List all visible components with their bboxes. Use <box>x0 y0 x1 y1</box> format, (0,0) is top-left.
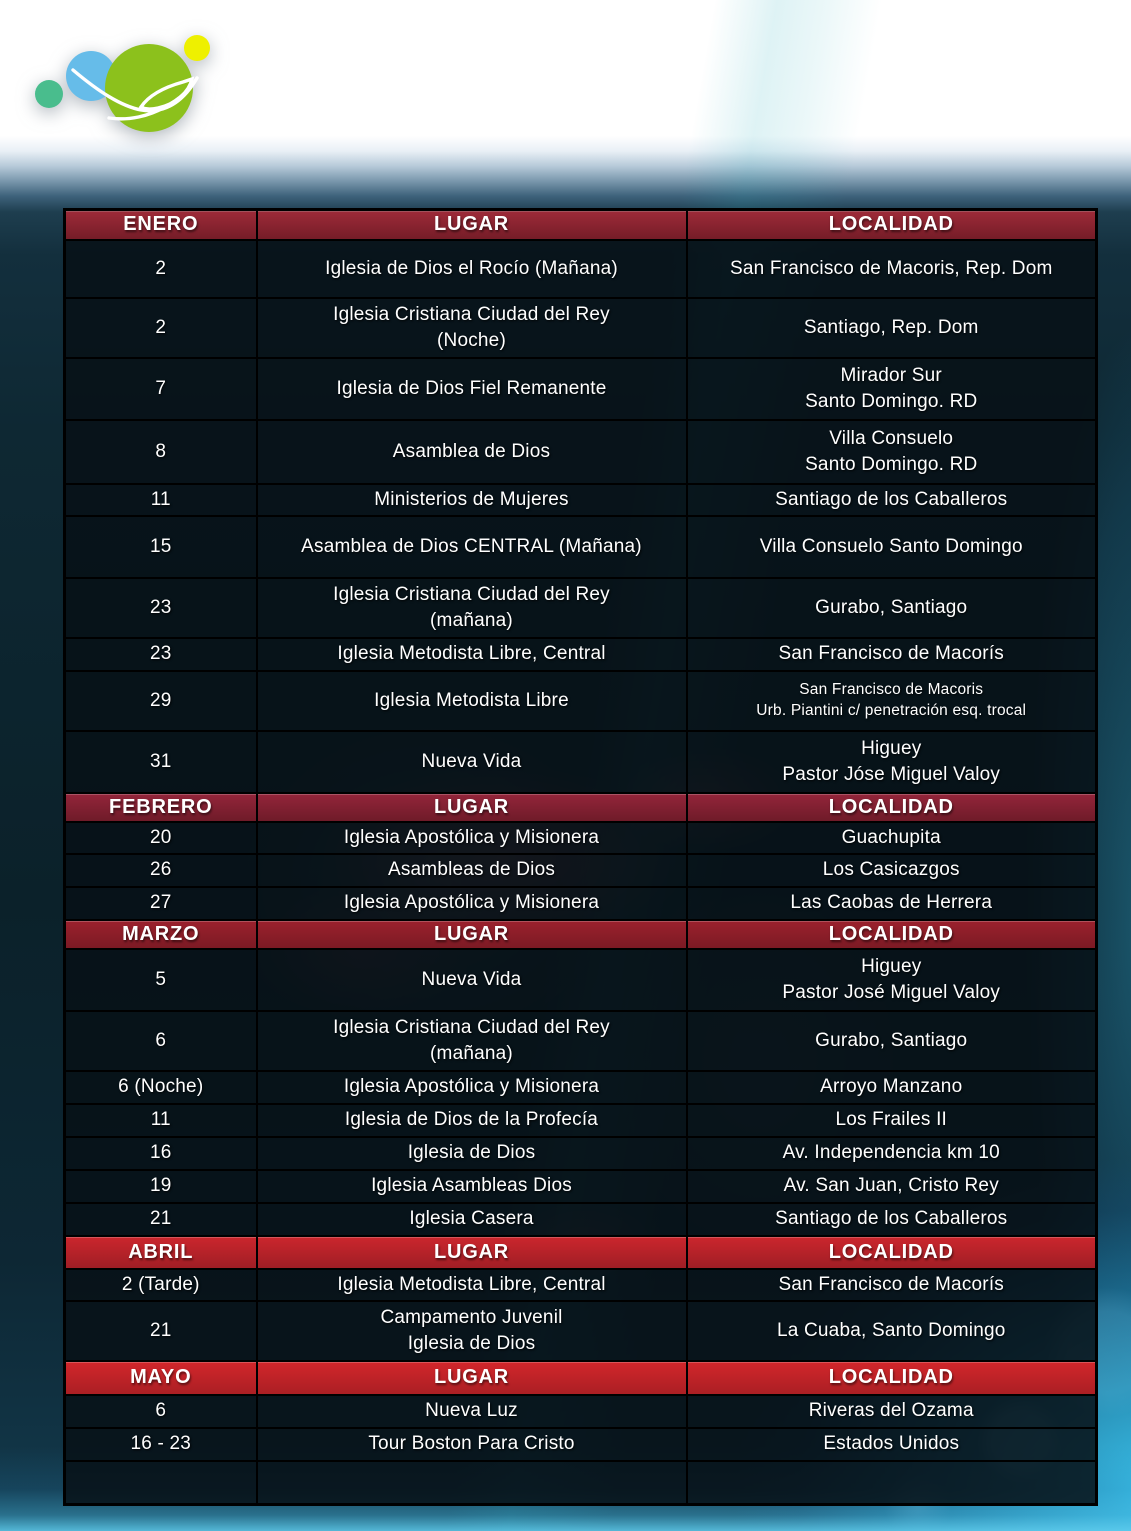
localidad-cell <box>687 578 1097 638</box>
localidad-cell <box>687 854 1097 887</box>
cell-line: Guachupita <box>841 826 941 848</box>
schedule-row <box>65 949 1097 1011</box>
localidad-cell <box>687 887 1097 920</box>
cell-line: Iglesia Apostólica y Misionera <box>343 826 600 848</box>
schedule-row <box>65 1071 1097 1104</box>
cell-line: Las Caobas de Herrera <box>790 892 993 914</box>
cell-line: La Cuaba, Santo Domingo <box>776 1319 1006 1341</box>
cell-line: Nueva Vida <box>421 750 522 772</box>
lugar-cell <box>257 1203 687 1236</box>
localidad-cell <box>687 1395 1097 1428</box>
month-header-row <box>65 210 1097 240</box>
schedule-row <box>65 484 1097 516</box>
lugar-cell <box>257 854 687 887</box>
lugar-cell <box>257 731 687 793</box>
cell-line: Iglesia Casera <box>409 1208 534 1230</box>
localidad-cell <box>687 1011 1097 1071</box>
localidad-cell <box>687 822 1097 854</box>
localidad-cell <box>687 1461 1097 1505</box>
cell-line: Gurabo, Santiago <box>815 1029 968 1051</box>
date-cell: 21 <box>65 1301 257 1361</box>
localidad-cell <box>687 484 1097 516</box>
schedule-row <box>65 578 1097 638</box>
localidad-header-cell: LOCALIDAD <box>687 920 1097 949</box>
cell-line: Iglesia de Dios el Rocío (Mañana) <box>325 257 618 279</box>
cell-line: Iglesia de Dios Fiel Remanente <box>336 377 607 399</box>
cell-line: Tour Boston Para Cristo <box>368 1433 575 1455</box>
localidad-header-cell: LOCALIDAD <box>687 1236 1097 1269</box>
cell-line: Los Casicazgos <box>822 859 960 881</box>
localidad-header-cell: LOCALIDAD <box>687 793 1097 822</box>
brand-logo <box>25 8 240 133</box>
lugar-cell <box>257 1395 687 1428</box>
cell-line: Av. Independencia km 10 <box>782 1142 1000 1164</box>
localidad-header-cell: LOCALIDAD <box>687 210 1097 240</box>
lugar-header-cell: LUGAR <box>257 1361 687 1395</box>
cell-line: San Francisco de Macoris <box>799 681 984 699</box>
lugar-cell <box>257 1461 687 1505</box>
schedule-row <box>65 638 1097 671</box>
localidad-cell <box>687 1170 1097 1203</box>
schedule-body <box>65 210 1097 1505</box>
localidad-header-cell: LOCALIDAD <box>687 1361 1097 1395</box>
cell-line: Estados Unidos <box>823 1433 960 1455</box>
schedule-row <box>65 1269 1097 1301</box>
lugar-cell <box>257 949 687 1011</box>
localidad-cell <box>687 358 1097 420</box>
date-cell: 8 <box>65 420 257 484</box>
schedule-row <box>65 1301 1097 1361</box>
schedule-row <box>65 358 1097 420</box>
month-header-row <box>65 793 1097 822</box>
cell-line: Higuey <box>861 738 922 760</box>
date-cell: 19 <box>65 1170 257 1203</box>
cell-line: San Francisco de Macorís <box>778 643 1004 665</box>
localidad-cell <box>687 949 1097 1011</box>
date-cell: 15 <box>65 516 257 578</box>
cell-line: Santiago, Rep. Dom <box>803 316 979 338</box>
cell-line: Urb. Piantini c/ penetración esq. trocal <box>756 701 1027 719</box>
schedule-row <box>65 731 1097 793</box>
lugar-cell <box>257 298 687 358</box>
lugar-cell <box>257 1011 687 1071</box>
date-cell: 7 <box>65 358 257 420</box>
date-cell: 6 <box>65 1395 257 1428</box>
schedule-row <box>65 822 1097 854</box>
localidad-cell <box>687 1071 1097 1104</box>
localidad-cell <box>687 1137 1097 1170</box>
cell-line: Campamento Juvenil <box>380 1307 563 1329</box>
lugar-cell <box>257 1071 687 1104</box>
date-cell: 2 <box>65 240 257 298</box>
localidad-cell <box>687 1203 1097 1236</box>
cell-line: Los Frailes II <box>835 1109 948 1131</box>
cell-line: Av. San Juan, Cristo Rey <box>783 1175 999 1197</box>
cell-line: (mañana) <box>430 1042 513 1064</box>
month-cell: MAYO <box>65 1361 257 1395</box>
date-cell: 2 <box>65 298 257 358</box>
lugar-header-cell: LUGAR <box>257 793 687 822</box>
cell-line: Iglesia Metodista Libre, Central <box>337 643 606 665</box>
cell-line: Pastor Jóse Miguel Valoy <box>782 763 1001 785</box>
date-cell: 27 <box>65 887 257 920</box>
date-cell: 26 <box>65 854 257 887</box>
cell-line: Santiago de los Caballeros <box>775 488 1008 510</box>
month-header-row <box>65 1236 1097 1269</box>
localidad-cell <box>687 1428 1097 1461</box>
date-cell: 11 <box>65 1104 257 1137</box>
month-cell: MARZO <box>65 920 257 949</box>
leaf-swoosh-icon <box>25 8 240 133</box>
cell-line: Santo Domingo. RD <box>805 453 978 475</box>
date-cell: 6 (Noche) <box>65 1071 257 1104</box>
cell-line: Iglesia Asambleas Dios <box>371 1175 572 1197</box>
localidad-cell <box>687 731 1097 793</box>
cell-line: Gurabo, Santiago <box>815 596 968 618</box>
cell-line: Asamblea de Dios <box>392 440 551 462</box>
localidad-cell <box>687 1301 1097 1361</box>
cell-line: Iglesia Apostólica y Misionera <box>343 892 600 914</box>
cell-line: Higuey <box>861 956 922 978</box>
lugar-cell <box>257 240 687 298</box>
date-cell: 29 <box>65 671 257 731</box>
localidad-cell <box>687 1104 1097 1137</box>
schedule-row <box>65 1203 1097 1236</box>
date-cell: 6 <box>65 1011 257 1071</box>
date-cell: 23 <box>65 638 257 671</box>
cell-line: Nueva Luz <box>425 1400 518 1422</box>
cell-line: Iglesia Cristiana Ciudad del Rey <box>333 304 610 326</box>
cell-line: Iglesia Metodista Libre <box>374 689 569 711</box>
lugar-header-cell: LUGAR <box>257 1236 687 1269</box>
cell-line: Iglesia Apostólica y Misionera <box>343 1076 600 1098</box>
localidad-cell <box>687 420 1097 484</box>
schedule-row <box>65 298 1097 358</box>
cell-line: Iglesia Metodista Libre, Central <box>337 1273 606 1295</box>
cell-line: Iglesia Cristiana Ciudad del Rey <box>333 584 610 606</box>
schedule-row <box>65 1011 1097 1071</box>
schedule-row <box>65 1170 1097 1203</box>
schedule-row <box>65 1395 1097 1428</box>
lugar-cell <box>257 1301 687 1361</box>
cell-line: Villa Consuelo Santo Domingo <box>759 535 1023 557</box>
cell-line: San Francisco de Macorís <box>778 1273 1004 1295</box>
date-cell <box>65 1461 257 1505</box>
lugar-cell <box>257 887 687 920</box>
lugar-cell <box>257 1137 687 1170</box>
schedule-row <box>65 1104 1097 1137</box>
date-cell: 21 <box>65 1203 257 1236</box>
cell-line: (Noche) <box>437 329 506 351</box>
schedule-row <box>65 1428 1097 1461</box>
cell-line: (mañana) <box>430 609 513 631</box>
lugar-cell <box>257 420 687 484</box>
cell-line: Nueva Vida <box>421 968 522 990</box>
lugar-cell <box>257 516 687 578</box>
date-cell: 20 <box>65 822 257 854</box>
localidad-cell <box>687 638 1097 671</box>
cell-line: Iglesia de Dios <box>407 1142 536 1164</box>
schedule-row <box>65 887 1097 920</box>
localidad-cell <box>687 240 1097 298</box>
lugar-cell <box>257 671 687 731</box>
schedule-row <box>65 516 1097 578</box>
date-cell: 23 <box>65 578 257 638</box>
schedule-row <box>65 671 1097 731</box>
localidad-cell <box>687 1269 1097 1301</box>
cell-line: Asamblea de Dios CENTRAL (Mañana) <box>301 535 642 557</box>
localidad-cell <box>687 671 1097 731</box>
lugar-header-cell: LUGAR <box>257 210 687 240</box>
schedule-row <box>65 1461 1097 1505</box>
date-cell: 16 - 23 <box>65 1428 257 1461</box>
cell-line: Iglesia Cristiana Ciudad del Rey <box>333 1017 610 1039</box>
cell-line: Santo Domingo. RD <box>805 390 978 412</box>
month-cell: ENERO <box>65 210 257 240</box>
date-cell: 2 (Tarde) <box>65 1269 257 1301</box>
date-cell: 11 <box>65 484 257 516</box>
schedule-row <box>65 854 1097 887</box>
lugar-cell <box>257 1170 687 1203</box>
cell-line: San Francisco de Macoris, Rep. Dom <box>729 257 1053 279</box>
lugar-cell <box>257 822 687 854</box>
localidad-cell <box>687 298 1097 358</box>
cell-line: Ministerios de Mujeres <box>374 488 569 510</box>
cell-line: Riveras del Ozama <box>808 1400 974 1422</box>
cell-line: Santiago de los Caballeros <box>775 1208 1008 1230</box>
lugar-header-cell: LUGAR <box>257 920 687 949</box>
date-cell: 5 <box>65 949 257 1011</box>
lugar-cell <box>257 578 687 638</box>
cell-line: Iglesia de Dios de la Profecía <box>344 1109 599 1131</box>
month-cell: FEBRERO <box>65 793 257 822</box>
cell-line: Iglesia de Dios <box>407 1332 536 1354</box>
lugar-cell <box>257 484 687 516</box>
lugar-cell <box>257 638 687 671</box>
schedule-row <box>65 420 1097 484</box>
cell-line: Mirador Sur <box>840 365 942 387</box>
cell-line: Pastor José Miguel Valoy <box>782 981 1001 1003</box>
lugar-cell <box>257 1269 687 1301</box>
schedule-row <box>65 240 1097 298</box>
schedule-row <box>65 1137 1097 1170</box>
cell-line: Villa Consuelo <box>829 428 954 450</box>
month-cell: ABRIL <box>65 1236 257 1269</box>
schedule-table <box>63 208 1098 1506</box>
localidad-cell <box>687 516 1097 578</box>
lugar-cell <box>257 358 687 420</box>
cell-line: Arroyo Manzano <box>820 1076 963 1098</box>
month-header-row <box>65 1361 1097 1395</box>
lugar-cell <box>257 1428 687 1461</box>
cell-line: Asambleas de Dios <box>387 859 556 881</box>
date-cell: 31 <box>65 731 257 793</box>
month-header-row <box>65 920 1097 949</box>
lugar-cell <box>257 1104 687 1137</box>
date-cell: 16 <box>65 1137 257 1170</box>
